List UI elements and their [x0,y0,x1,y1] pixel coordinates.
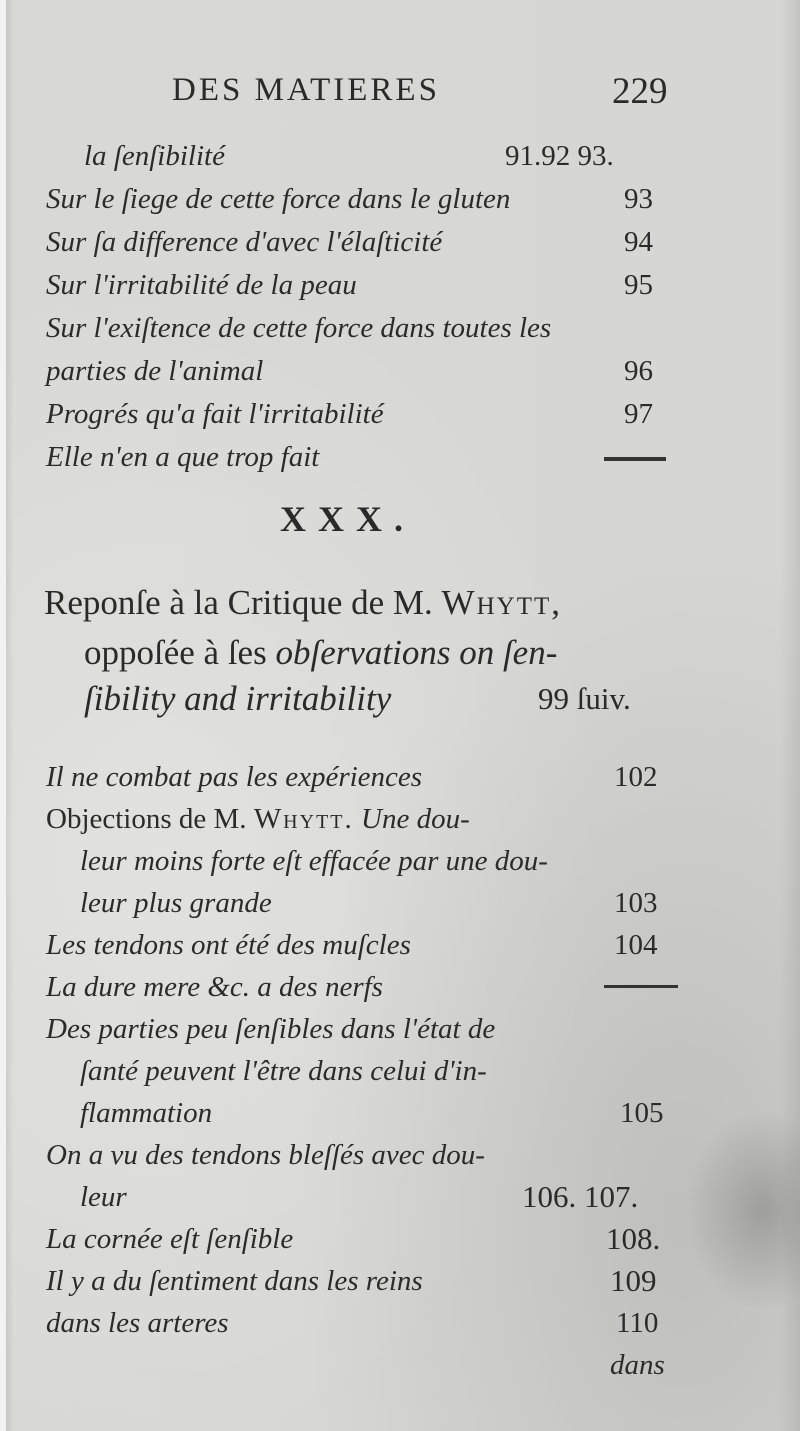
index-entry [46,756,606,798]
paper-stain [680,1100,800,1320]
page-header [0,68,800,118]
entry-text: Progrés qu'a fait l'irritabilité [46,398,384,430]
entry-page-ref: 94 [624,226,653,258]
entry-text: Des parties peu ſenſibles dans l'état de [46,1013,496,1045]
heading-text: oppoſée à ſes [84,633,276,672]
index-entry [46,178,666,220]
page-edge [0,0,6,1431]
entry-page-ref: 103 [614,887,658,919]
entry-text: ſanté peuvent l'être dans celui d'in- [80,1055,487,1087]
entry-text: Il ne combat pas les expériences [46,761,423,793]
index-entry [80,1092,600,1134]
running-title: DES MATIERES [172,72,440,108]
heading-page-ref: 99 ſuiv. [538,681,631,716]
entry-text: Sur le ſiege de cette force dans le gluten [46,183,511,215]
entry-text: Elle n'en a que trop fait [46,441,320,473]
entry-page-ref: 91.92 93. [505,140,614,172]
entry-author-name: Whytt. [253,803,354,835]
index-entry [46,1134,686,1176]
index-entry [46,436,606,478]
entry-text: leur plus grande [80,887,272,919]
index-entry [80,1050,680,1092]
index-entry [46,1008,686,1050]
page-number: 229 [612,71,668,112]
catchword [610,1344,690,1386]
section-heading-line-1 [44,580,562,626]
entry-page-ref: 95 [624,269,653,301]
index-entry [46,1260,596,1302]
index-entry [46,393,606,435]
entry-page-ref: 96 [624,355,653,387]
entry-text: On a vu des tendons bleſſés avec dou- [46,1139,485,1171]
index-entry [46,1218,566,1260]
entry-page-ref: 102 [614,761,658,793]
index-entry [80,1176,380,1218]
index-entry [80,882,600,924]
entry-text: la ſenſibilité [84,140,225,172]
entry-page-ref: 97 [624,398,653,430]
entry-text: Une dou- [353,803,470,835]
section-numeral: XXX. [280,499,415,539]
entry-text: Sur l'exiſtence de cette force dans toutes les [46,312,552,344]
entry-text: parties de l'animal [46,355,264,387]
entry-page-ref: 106. 107. [522,1179,639,1214]
entry-page-ref: 110 [616,1307,659,1339]
entry-text: dans les arteres [46,1307,229,1339]
index-entry [46,221,606,263]
entry-text: leur [80,1181,127,1213]
entry-text: La cornée eſt ſenſible [46,1223,294,1255]
ditto-dash [604,985,678,988]
entry-text: Sur l'irritabilité de la peau [46,269,357,301]
entry-text: leur moins forte eſt effacée par une dou- [80,845,548,877]
entry-text: Les tendons ont été des muſcles [46,929,411,961]
entry-text-wrap [46,798,470,840]
entry-page-ref: 104 [614,929,658,961]
section-heading-line-3 [84,676,391,722]
entry-text: Il y a du ſentiment dans les reins [46,1265,423,1297]
index-entry [46,924,606,966]
index-entry [46,1302,546,1344]
catchword-text: dans [610,1349,665,1381]
entry-text: Sur ſa difference d'avec l'élaſticité [46,226,443,258]
heading-text: Reponſe à la Critique de M. [44,583,442,622]
entry-text: Objections de M. [46,803,254,835]
index-entry [46,966,606,1008]
section-heading-line-2 [84,630,557,676]
entry-text: La dure mere &c. a des nerfs [46,971,383,1003]
entry-page-ref: 93 [624,183,653,215]
index-entry [46,350,606,392]
heading-author-name: Whytt, [441,583,562,622]
index-entry [46,798,686,840]
entry-page-ref: 108. [606,1221,661,1256]
entry-page-ref: 105 [620,1097,664,1129]
heading-italic-title: ſibility and irritability [84,679,392,718]
index-entry [46,264,606,306]
ditto-dash [604,457,666,461]
entry-text: flammation [80,1097,213,1129]
heading-italic-title: obſervations on ſen- [275,633,558,672]
entry-page-ref: 109 [610,1263,657,1298]
index-entry [46,307,686,349]
index-entry [80,840,680,882]
